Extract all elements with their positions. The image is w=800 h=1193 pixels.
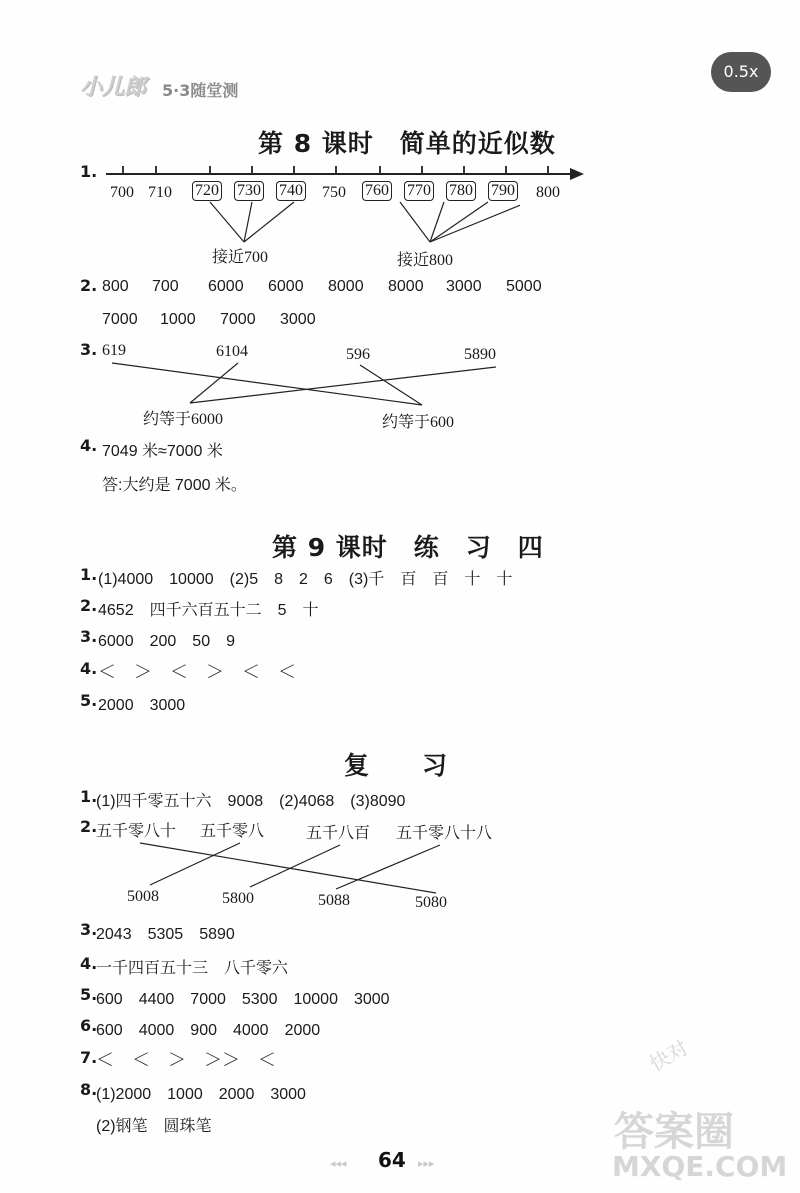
label-near-800: 接近800 xyxy=(397,252,454,269)
answer-value: 7000 xyxy=(220,311,256,328)
tick-label-boxed: 730 xyxy=(234,181,264,201)
match-top-item: 596 xyxy=(346,346,370,363)
l9-q2-answer: 4652 四千六百五十二 5 十 xyxy=(98,602,319,619)
rv-q1-answer: (1)四千零五十六 9008 (2)4068 (3)8090 xyxy=(96,793,406,810)
lesson9-title: 第 9 课时 练 习 四 xyxy=(272,533,544,562)
rv-q7-number: 7. xyxy=(80,1048,98,1067)
rv-q8-answer: (1)2000 1000 2000 3000 xyxy=(96,1086,306,1103)
match-top-item: 五千八百 xyxy=(306,825,371,842)
l9-q4-answer: ＜ ＞ ＜ ＞ ＜ ＜ xyxy=(98,662,296,682)
page-number: 64 xyxy=(378,1148,406,1172)
publisher-logo: 小儿郎 xyxy=(80,75,147,100)
answer-value: 6000 xyxy=(208,278,244,295)
grouping-lines xyxy=(200,200,520,250)
l8-q2-number: 2. xyxy=(80,276,98,295)
tick-label-boxed: 740 xyxy=(276,181,306,201)
tick-label: 710 xyxy=(148,184,172,201)
next-page-arrows[interactable]: ▸▸▸ xyxy=(418,1157,435,1170)
match-top-item: 五千零八 xyxy=(200,823,265,840)
answer-value: 6000 xyxy=(268,278,304,295)
l9-q4-number: 4. xyxy=(80,659,98,678)
answer-value: 3000 xyxy=(280,311,316,328)
answer-value: 3000 xyxy=(446,278,482,295)
previous-page-arrows[interactable]: ◂◂◂ xyxy=(330,1157,347,1170)
l9-q5-answer: 2000 3000 xyxy=(98,697,186,714)
answer-value: 800 xyxy=(102,278,129,295)
answer-value: 5000 xyxy=(506,278,542,295)
tick-label-boxed: 770 xyxy=(404,181,434,201)
tick-label: 750 xyxy=(322,184,346,201)
match-top-item: 6104 xyxy=(216,343,248,360)
l9-q1-answer: (1)4000 10000 (2)5 8 2 6 (3)千 百 百 十 十 xyxy=(98,571,513,588)
rv-q3-number: 3. xyxy=(80,920,98,939)
match-top-item: 619 xyxy=(102,342,126,359)
match-bottom-item: 5800 xyxy=(222,890,254,907)
l8-q4-number: 4. xyxy=(80,436,98,455)
l8-q3-number: 3. xyxy=(80,340,98,359)
l8-q4-answer: 答:大约是 7000 米。 xyxy=(102,477,247,494)
rv-q6-number: 6. xyxy=(80,1016,98,1035)
match-bottom-item: 约等于600 xyxy=(382,414,455,431)
match-bottom-item: 5080 xyxy=(415,894,447,911)
tick-label: 700 xyxy=(110,184,134,201)
answer-value: 1000 xyxy=(160,311,196,328)
l9-q5-number: 5. xyxy=(80,691,98,710)
rv-q4-number: 4. xyxy=(80,954,98,973)
match-bottom-item: 5088 xyxy=(318,892,350,909)
match-bottom-item: 5008 xyxy=(127,888,159,905)
answer-value: 700 xyxy=(152,278,179,295)
rv-q8-answer-line2: (2)钢笔 圆珠笔 xyxy=(96,1118,212,1135)
watermark-text: 答案圈 xyxy=(614,1109,734,1155)
match-bottom-item: 约等于6000 xyxy=(143,411,224,428)
match-top-item: 五千零八十 xyxy=(96,823,177,840)
matching-lines xyxy=(100,355,510,410)
match-top-item: 五千零八十八 xyxy=(396,825,493,842)
l8-q4-equation: 7049 米≈7000 米 xyxy=(102,443,223,460)
rv-q3-answer: 2043 5305 5890 xyxy=(96,926,235,943)
l8-q2-line1 xyxy=(102,278,542,296)
rv-q5-number: 5. xyxy=(80,985,98,1004)
rv-q2-number: 2. xyxy=(80,817,98,836)
l9-q1-number: 1. xyxy=(80,565,98,584)
l9-q3-number: 3. xyxy=(80,627,98,646)
rv-q5-answer: 600 4400 7000 5300 10000 3000 xyxy=(96,991,390,1008)
series-subtitle: 5·3随堂测 xyxy=(162,81,239,100)
rv-q4-answer: 一千四百五十三 八千零六 xyxy=(96,960,289,977)
rv-q7-answer: ＜ ＜ ＞ ＞＞ ＜ xyxy=(96,1050,276,1070)
tick-label: 800 xyxy=(536,184,560,201)
tick-label-boxed: 720 xyxy=(192,181,222,201)
lesson8-title: 第 8 课时 简单的近似数 xyxy=(258,129,556,158)
watermark-text: 快对 xyxy=(645,1035,693,1077)
l8-q2-line2 xyxy=(102,311,316,329)
tick-label-boxed: 780 xyxy=(446,181,476,201)
answer-value: 7000 xyxy=(102,311,138,328)
rv-q8-number: 8. xyxy=(80,1080,98,1099)
l8-q1-number: 1. xyxy=(80,162,98,181)
match-top-item: 5890 xyxy=(464,346,496,363)
review-title: 复 习 xyxy=(344,751,449,780)
watermark-text: MXQE.COM xyxy=(612,1150,788,1183)
l9-q3-answer: 6000 200 50 9 xyxy=(98,633,235,650)
playback-speed-button[interactable]: 0.5x xyxy=(711,52,771,92)
tick-label-boxed: 790 xyxy=(488,181,518,201)
answer-value: 8000 xyxy=(388,278,424,295)
rv-q6-answer: 600 4000 900 4000 2000 xyxy=(96,1022,321,1039)
answer-value: 8000 xyxy=(328,278,364,295)
tick-label-boxed: 760 xyxy=(362,181,392,201)
label-near-700: 接近700 xyxy=(212,249,269,266)
matching-lines xyxy=(100,835,500,895)
l9-q2-number: 2. xyxy=(80,596,98,615)
rv-q1-number: 1. xyxy=(80,787,98,806)
